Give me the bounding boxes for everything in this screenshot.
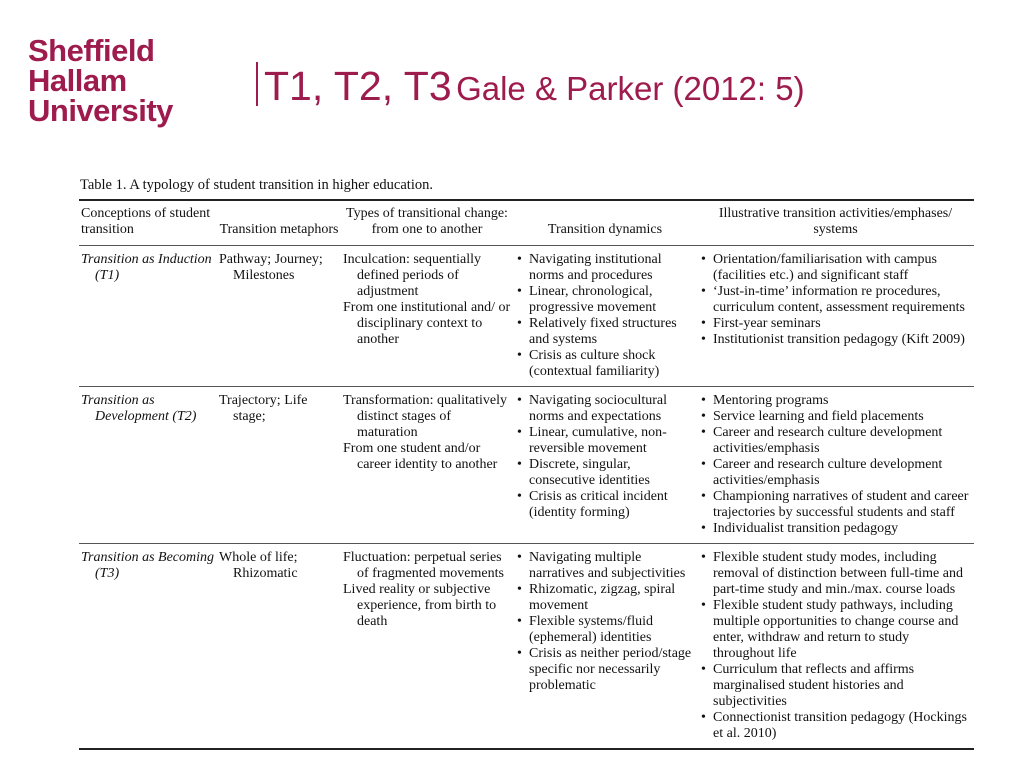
row-metaphor: Pathway; Journey; Milestones [219,252,323,283]
header-conceptions: Conceptions of student transition [79,200,217,246]
dynamics-item: • Discrete, singular, consecutive identities [515,457,695,489]
dynamics-item: • Rhizomatic, zigzag, spiral movement [515,582,695,614]
logo-line-3: University [28,93,173,128]
activity-item: • Career and research culture development activities/emphasis [699,457,972,489]
change-line: From one institutional and/ or disciplinary context to another [343,300,511,347]
dynamics-item: • Linear, cumulative, non-reversible movement [515,425,695,457]
header-change-types: Types of transitional change: from one to another [341,200,513,246]
activity-item: • Individualist transition pedagogy [699,521,972,537]
header-dynamics: Transition dynamics [513,200,697,246]
row-concept: Transition as Development (T2) [81,393,197,424]
slide-title [256,62,805,110]
dynamics-item: • Crisis as culture shock (contextual familiarity) [515,348,695,380]
activity-item: • Service learning and field placements [699,409,972,425]
dynamics-item: • Navigating institutional norms and procedures [515,252,695,284]
title-sub: Gale & Parker (2012: 5) [456,70,805,107]
activity-item: • Connectionist transition pedagogy (Hockings et al. 2010) [699,710,972,742]
activity-item: • Orientation/familiarisation with campus (facilities etc.) and significant staff [699,252,972,284]
dynamics-item: • Relatively fixed structures and systems [515,316,695,348]
table-row [79,246,974,387]
change-line: From one student and/or career identity to another [343,441,498,472]
activity-item: • Curriculum that reflects and affirms marginalised student histories and subjectivities [699,662,972,710]
logo-line-2: Hallam [28,63,127,98]
table-header-row [79,200,974,246]
typology-table [79,199,974,750]
activity-item: • Career and research culture development activities/emphasis [699,425,972,457]
logo-line-1: Sheffield [28,33,155,68]
university-logo [28,33,228,128]
dynamics-item: • Navigating multiple narratives and subjectivities [515,550,695,582]
activity-item: • ‘Just-in-time’ information re procedures, curriculum content, assessment requirements [699,284,972,316]
change-line: Lived reality or subjective experience, from birth to death [343,582,497,629]
activity-item: • Flexible student study pathways, including multiple opportunities to change course and enter, withdraw and return to study throughout life [699,598,972,662]
row-metaphor: Whole of life; Rhizomatic [219,550,298,581]
dynamics-item: • Linear, chronological, progressive movement [515,284,695,316]
dynamics-item: • Crisis as critical incident (identity forming) [515,489,695,521]
dynamics-item: • Crisis as neither period/stage specific nor necessarily problematic [515,646,695,694]
title-cursor-bar [256,62,258,106]
activity-item: • Mentoring programs [699,393,972,409]
dynamics-item: • Flexible systems/fluid (ephemeral) identities [515,614,695,646]
activity-item: • Championing narratives of student and career trajectories by successful students and staff [699,489,972,521]
row-concept: Transition as Becoming (T3) [81,550,215,581]
activity-item: • Flexible student study modes, including removal of distinction between full-time and part-time study and min./max. course loads [699,550,972,598]
header-metaphors: Transition metaphors [217,200,341,246]
header-activities: Illustrative transition activities/emphases/ systems [697,200,974,246]
table-caption: Table 1. A typology of student transition in higher education. [80,177,433,193]
row-concept: Transition as Induction (T1) [81,252,212,283]
change-line: Inculcation: sequentially defined periods of adjustment [343,252,482,299]
row-metaphor: Trajectory; Life stage; [219,393,308,424]
activity-item: • Institutionist transition pedagogy (Kift 2009) [699,332,972,348]
activity-item: • First-year seminars [699,316,972,332]
table-row [79,544,974,750]
change-line: Fluctuation: perpetual series of fragmented movements [343,550,504,581]
dynamics-item: • Navigating sociocultural norms and expectations [515,393,695,425]
title-main: T1, T2, T3 [264,63,452,109]
change-line: Transformation: qualitatively distinct stages of maturation [343,393,507,440]
table-row [79,387,974,544]
